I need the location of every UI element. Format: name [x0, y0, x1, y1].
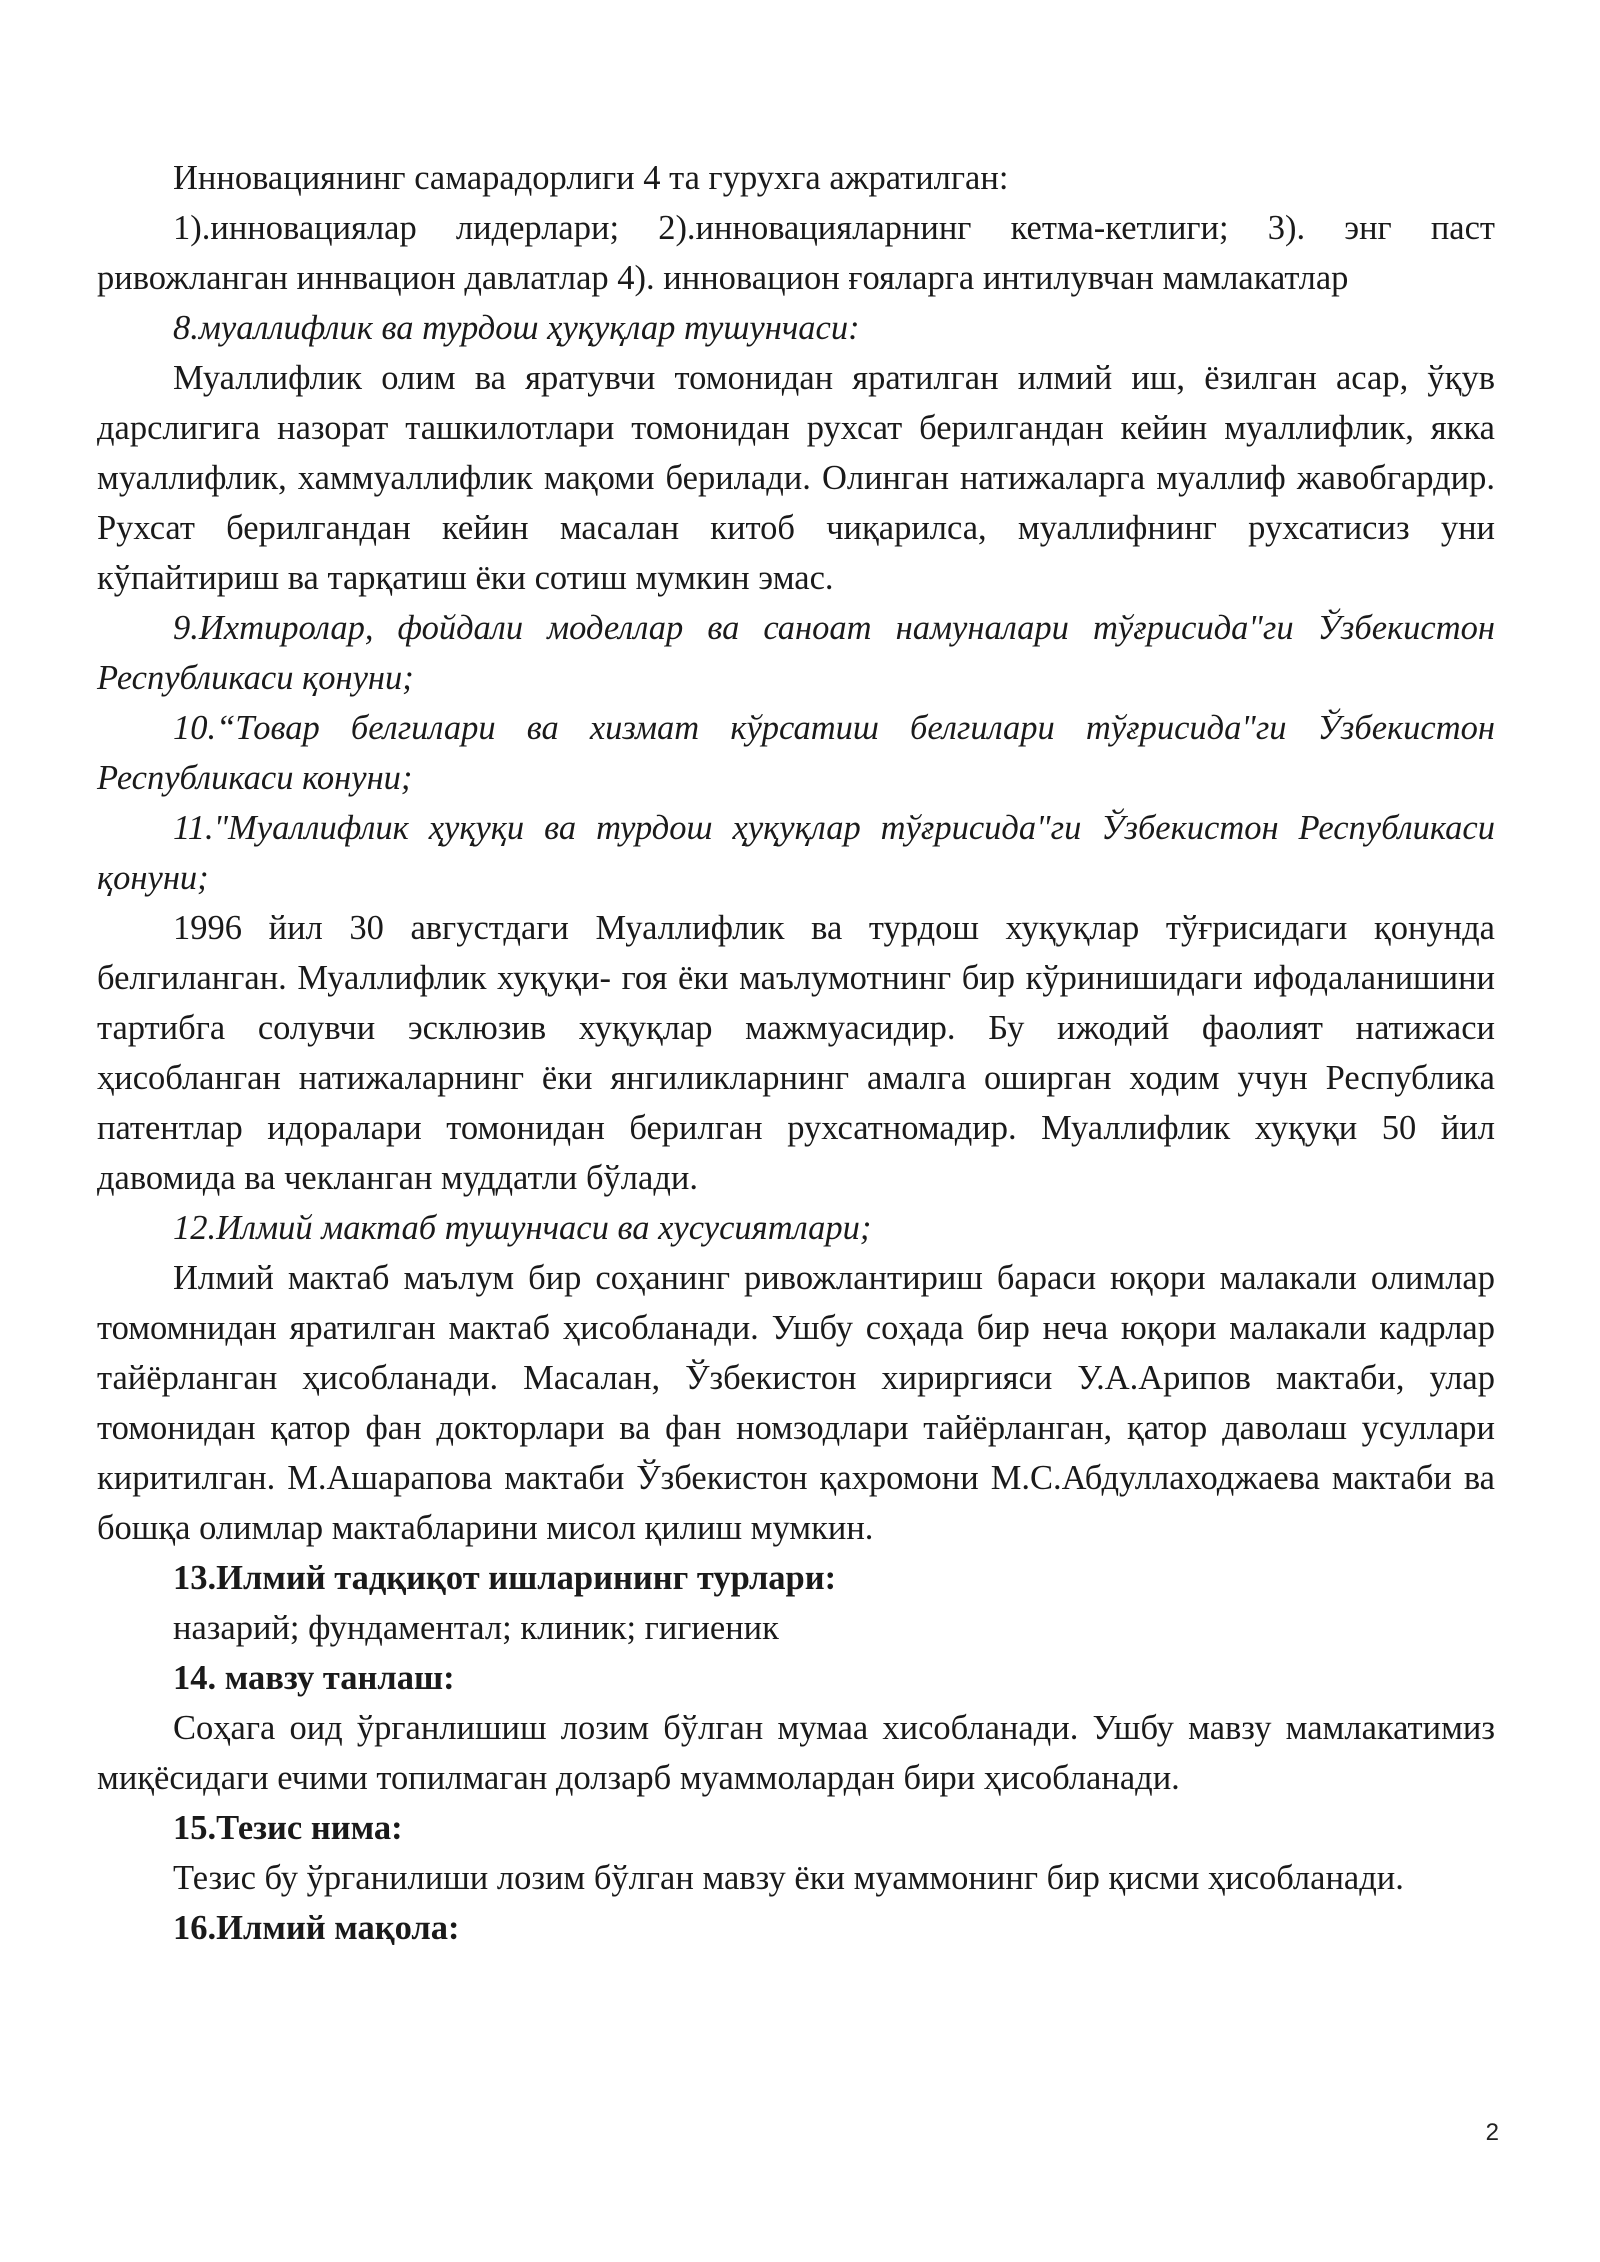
heading-research-types: 13.Илмий тадқиқот ишларининг турлари: — [173, 1559, 837, 1597]
paragraph-topic-choice: Соҳага оид ўрганлишиш лозим бўлган мумаа хисобланади. Ушбу мавзу мамлакатимиз миқёсидаги ечими топилмаган долзарб муаммолардан бири ҳисобланади. — [97, 1709, 1495, 1797]
paragraph-authorship: Муаллифлик олим ва яратувчи томонидан яратилган илмий иш, ёзилган асар, ўқув дарслигига назорат ташкилотлари томонидан рухсат берилгандан кейин муаллифлик, якка муаллифлик, хаммуаллифлик мақоми берилади. Олинган натижаларга муаллиф жавобгардир. Рухсат берилгандан кейин масалан китоб чиқарилса, муаллифнинг рухсатисиз уни кўпайтириш ва тарқатиш ёки сотиш мумкин эмас. — [97, 359, 1495, 597]
heading-scientific-article: 16.Илмий мақола: — [173, 1909, 460, 1947]
document-body — [97, 153, 1495, 1953]
heading-inventions-law: 9.Ихтиролар, фойдали моделлар ва саноат намуналари тўғрисида"ги Ўзбекистон Республикаси қонуни; — [97, 609, 1495, 697]
paragraph-scientific-school: Илмий мактаб маълум бир соҳанинг ривожлантириш бараси юқори малакали олимлар томомнидан яратилган мактаб ҳисобланади. Ушбу соҳада бир неча юқори малакали кадрлар тайёрланган ҳисобланади. Масалан, Ўзбекистон хириргияси У.А.Арипов мактаби, улар томонидан қатор фан докторлари ва фан номзодлари тайёрланган, қатор даволаш усуллари киритилган. М.Ашарапова мактаби Ўзбекистон қахромони М.С.Абдуллаходжаева мактаби ва бошқа олимлар мактабларини мисол қилиш мумкин. — [97, 1259, 1495, 1547]
heading-thesis: 15.Тезис нима: — [173, 1809, 403, 1847]
heading-scientific-school: 12.Илмий мактаб тушунчаси ва хусусиятлари; — [173, 1209, 872, 1247]
paragraph-thesis: Тезис бу ўрганилиши лозим бўлган мавзу ёки муаммонинг бир қисми ҳисобланади. — [173, 1859, 1404, 1897]
heading-authorship-rights: 8.муаллифлик ва турдош ҳуқуқлар тушунчаси: — [173, 309, 860, 347]
heading-topic-choice: 14. мавзу танлаш: — [173, 1659, 455, 1697]
heading-trademarks-law: 10.“Товар белгилари ва хизмат кўрсатиш белгилари тўғрисида"ги Ўзбекистон Республикаси конуни; — [97, 709, 1495, 797]
page-number: 2 — [1485, 2119, 1499, 2146]
paragraph-copyright-1996: 1996 йил 30 августдаги Муаллифлик ва турдош хуқуқлар тўғрисидаги қонунда белгиланган. Муаллифлик хуқуқи- гоя ёки маълумотнинг бир кўринишидаги ифодаланишини тартибга солувчи эсклюзив хуқуқлар мажмуасидир. Бу ижодий фаолият натижаси ҳисобланган натижаларнинг ёки янгиликларнинг амалга оширган ходим учун Республика патентлар идоралари томонидан берилган рухсатномадир. Муаллифлик хуқуқи 50 йил давомида ва чекланган муддатли бўлади. — [97, 909, 1495, 1197]
paragraph-innovation-groups: Инновациянинг самарадорлиги 4 та гурухга ажратилган: — [173, 159, 1009, 197]
heading-copyright-law: 11."Муаллифлик ҳуқуқи ва турдош ҳуқуқлар тўғрисида"ги Ўзбекистон Республикаси қонуни; — [97, 809, 1495, 897]
paragraph-innovation-list: 1).инновациялар лидерлари; 2).инновацияларнинг кетма-кетлиги; 3). энг паст ривожланган иннвацион давлатлар 4). инновацион ғояларга интилувчан мамлакатлар — [97, 209, 1495, 297]
paragraph-research-types: назарий; фундаментал; клиник; гигиеник — [173, 1609, 779, 1647]
